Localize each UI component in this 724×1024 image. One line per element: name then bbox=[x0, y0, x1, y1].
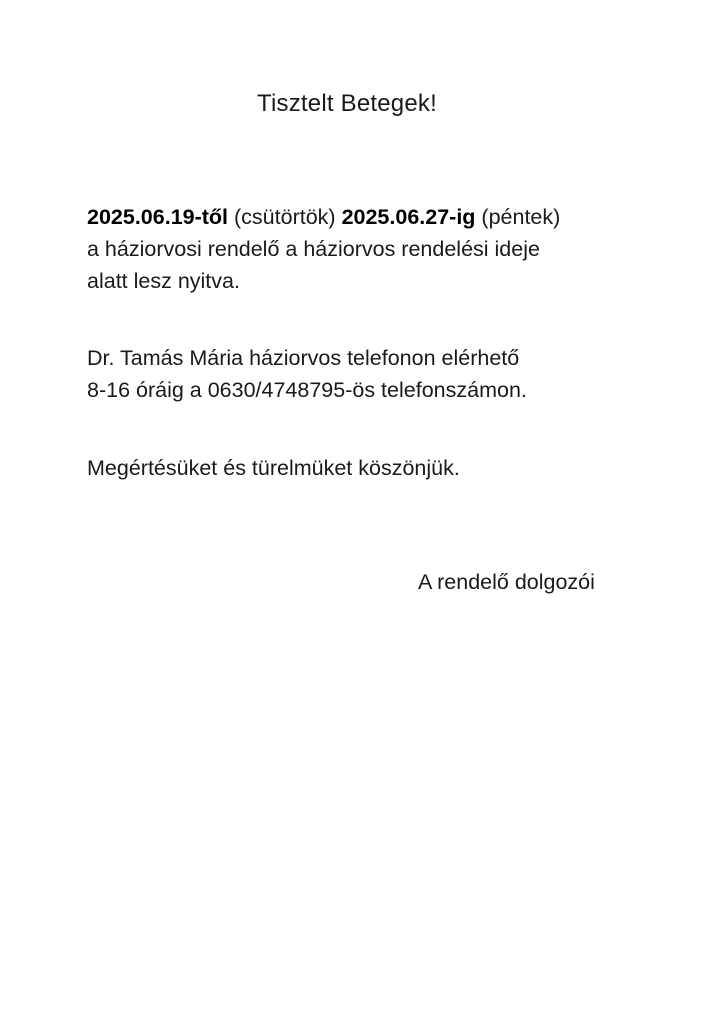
contact-line-2: 8-16 óráig a 0630/4748795-ös telefonszámon. bbox=[87, 378, 527, 402]
contact-line-1: Dr. Tamás Mária háziorvos telefonon elérhető bbox=[87, 346, 520, 370]
closure-line-3: alatt lesz nyitva. bbox=[87, 269, 240, 293]
end-day: (péntek) bbox=[481, 205, 561, 229]
date-range-line bbox=[87, 201, 687, 233]
thanks-paragraph bbox=[87, 452, 687, 484]
closure-paragraph bbox=[87, 201, 687, 297]
closure-line-2: a háziorvosi rendelő a háziorvos rendelési ideje bbox=[87, 237, 540, 261]
thanks-line: Megértésüket és türelmüket köszönjük. bbox=[87, 456, 460, 480]
signature: A rendelő dolgozói bbox=[418, 570, 595, 594]
contact-paragraph bbox=[87, 342, 687, 406]
notice-greeting: Tisztelt Betegek! bbox=[257, 90, 437, 117]
start-date: 2025.06.19-től bbox=[87, 205, 229, 229]
start-day: (csütörtök) bbox=[234, 205, 336, 229]
end-date: 2025.06.27-ig bbox=[341, 205, 476, 229]
